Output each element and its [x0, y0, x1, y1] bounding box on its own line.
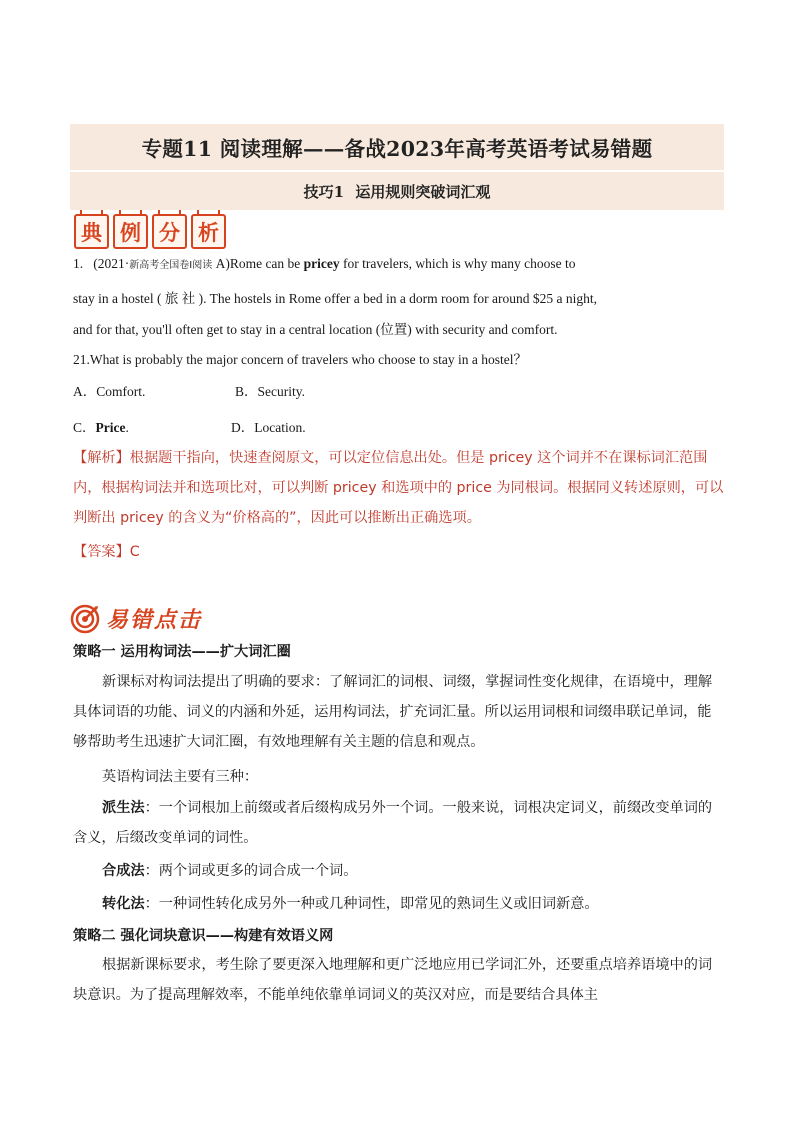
stamp-box [152, 214, 187, 249]
options-row-2 [73, 416, 723, 436]
stamp-char: 析 [198, 220, 219, 245]
option-d: D．Location. [231, 420, 306, 435]
item-label: 合成法 [102, 863, 145, 879]
strategy-1-item-conversion [73, 893, 752, 913]
strategy-title-text: 策略二 强化词块意识——构建有效语义网 [73, 928, 334, 944]
stamp-box [74, 214, 109, 249]
item-label: 转化法 [102, 896, 145, 912]
analysis-text: 根据题干指向，快速查阅原文，可以定位信息出处。但是 pricey 这个词并不在课标词汇范围内，根据构词法并和选项比对，可以判断 pricey 和选项中的 price 为同根词。根据同义转述原则，可以判断出 pricey 的含义为“价格高的”，因此可以推断出正确选项。 [73, 450, 724, 526]
strategy-1-item-derivation [73, 793, 723, 853]
stamp-char: 分 [159, 220, 180, 245]
title-band [70, 124, 724, 170]
strategy-1-intro: 英语构词法主要有三种： [102, 769, 259, 785]
stamp-box [191, 214, 226, 249]
item-text: ：两个词或更多的词合成一个词。 [144, 863, 358, 879]
item-label: 派生法 [102, 800, 145, 816]
target-icon [70, 604, 100, 634]
option-a: A．Comfort. [73, 384, 146, 399]
analysis-block [73, 443, 725, 533]
question-passage-line-3: and for that, you'll often get to stay in a central location (位置) with security and comfort. [73, 322, 558, 337]
strategy-title-text: 策略一 运用构词法——扩大词汇圈 [73, 644, 291, 660]
error-heading-text: 易错点击 [106, 608, 203, 633]
stamp-box [113, 214, 148, 249]
options-row-1 [73, 380, 723, 400]
question-passage-line-1 [73, 256, 723, 272]
example-analysis-stamp [74, 214, 226, 249]
option-c-tail: . [125, 420, 129, 435]
question-stem: 21.What is probably the major concern of travelers who choose to stay in a hostel？ [73, 352, 527, 367]
error-section-heading [70, 603, 202, 634]
passage-text: A)Rome can be [212, 256, 304, 271]
item-text: ：一个词根加上前缀或者后缀构成另外一个词。一般来说，词根决定词义，前缀改变单词的含义，后缀改变单词的词性。 [73, 800, 713, 846]
document-title: 专题11 阅读理解——备战2023年高考英语考试易错题 [141, 137, 653, 161]
option-c-word: Price [95, 420, 126, 435]
source-open: (2021· [93, 256, 130, 271]
strategy-2-paragraph: 根据新课标要求，考生除了要更深入地理解和更广泛地应用已学词汇外，还要重点培养语境中的词块意识。为了提高理解效率，不能单纯依靠单词词义的英汉对应，而是要结合具体主 [73, 957, 713, 1003]
strategy-2-title [73, 925, 723, 945]
analysis-label: 【解析】 [73, 450, 130, 466]
answer-line [73, 537, 725, 567]
item-text: ：一种词性转化成另外一种或几种词性，即常见的熟词生义或旧词新意。 [144, 896, 599, 912]
question-number: 1. [73, 256, 84, 271]
option-b: B．Security. [235, 384, 305, 399]
strategy-1-item-compound [73, 860, 752, 880]
question-passage-line-2: stay in a hostel ( 旅 社 ). The hostels in Rome offer a bed in a dorm room for around $25 a night, [73, 291, 598, 306]
keyword-pricey: pricey [303, 256, 340, 271]
option-c-letter: C． [73, 420, 96, 435]
strategy-1-paragraph: 新课标对构词法提出了明确的要求：了解词汇的词根、词缀，掌握词性变化规律，在语境中，理解具体词语的功能、词义的内涵和外延，运用构词法，扩充词汇量。所以运用词根和词缀串联记单词，能够帮助考生迅速扩大词汇圈，有效地理解有关主题的信息和观点。 [73, 674, 713, 750]
strategy-1-title [73, 641, 723, 661]
answer-label: 【答案】 [73, 544, 130, 560]
passage-text: for travelers, which is why many choose to [339, 256, 576, 271]
stamp-char: 例 [120, 220, 141, 245]
question-source: 新高考全国卷Ⅰ阅读 [129, 260, 213, 271]
answer-value: C [129, 544, 140, 560]
stamp-char: 典 [81, 220, 102, 245]
subtitle-band [70, 172, 724, 210]
document-subtitle: 技巧1 运用规则突破词汇观 [303, 182, 491, 201]
